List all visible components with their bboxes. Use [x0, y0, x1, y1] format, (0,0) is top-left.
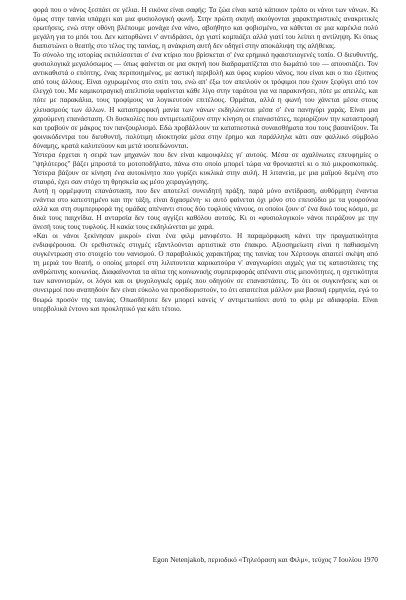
paragraph-revolt: Αυτή η ορμέμφυτη επανάσταση, που δεν αποτελεί συνειδητή πράξη, παρά μόνο αντίδραση, αυθόρμητη έναντια ενάντια στο κατεστημένο και την τάξη, είναι διχασμένη· κι αυτό φαίνεται όχι μόνο στο επεισόδιο με τα γουρούνια αλλά και στη συμπεριφορά της ομάδας απέναντι στους δύο τυφλούς νάνους, οι οποίοι ζουν σ' ένα δικό τους κόσμο, με δικά τους παιχνίδια. Η ανταρσία δεν τους αγγίζει καθόλου αυτούς. Κι οι «φυσιολογικοί» νάνοι πειράζουν με την άνεσή τους τους τυφλούς. Η κακία τους εκδηλώνεται με χαρά.	[33, 186, 378, 232]
paragraph-machines: Ύστερα έρχεται η σειρά των μηχανών που δεν είναι καμουφλέες γι' αυτούς. Μέσα σε αχαλίνωτες επευφημίες ο "ψηλότερος" βάζει μπροστά το μοτοποδήλατο, πάνω στο οποίο μπορεί τώρα να θρονιαστεί κι ο πιό μικροσκοπικός. Ύστερα βάζουν σε κίνηση ένα αυτοκίνητο που γυρίζει κυκλικά στην αυλή. Η λιτανεία, με μια μαϊμού δεμένη στο σταυρό, έχει σαν στόχο τη θρησκεία ως μέσο χειραγώγησης.	[33, 150, 378, 186]
article-body	[33, 6, 378, 314]
paragraph-continuation: φορά που ο νάνος ξεσπάει σε γέλια. Η εικόνα είναι σαφής: Τα ζώα είναι κατά κάποιον τρόπο οι νάνοι των νάνων. Κι όμως στην ταινία υπάρχει και μια φυσιολογική φωνή. Στην πρώτη σκηνή ακούγονται χαρακτηριστικές ανακριτικές ερωτήσεις, ενώ στην οθόνη βλέπουμε μονάχα ένα νάνο, αβοήθητο και φοβισμένο, να κάθεται σε μια καρέκλα πολύ μεγάλη για το μπόι του. Δεν κατορθώνει ν' αντιδράσει, όχι γιατί κομπιάζει αλλά γιατί του λείπει η αντίληψη. Κι όπως διαπιστώνει ο θεατής στο τέλος της ταινίας, η ανάκριση αυτή δεν οδηγεί στην αποκάλυψη της αλήθειας.	[33, 6, 378, 51]
paragraph-conclusion: «Και οι νάνοι ξεκίνησαν μικροί» είναι ένα φιλμ μανιφέστο. Η παραμόρφωση κάνει την πραγματικότητα ενδιαφέρουσα. Οι ερεθιστικές στιγμές εξαντλούνται αρτιστικά στο έπακρο. Αξιοσημείωτη είναι η παθιασμένη συγκέντρωση στο στοιχείο του νανισμού. Ο παραβολικός χαρακτήρας της ταινίας του Χέρτσογκ απαιτεί σκέψη από τη μεριά του θεατή, ο οποίος μπορεί στη λιλιπουτεια καρικατούρα ν' αναγνωρίσει αιχμές για τις καταστάσεις της ανθρώπινης κοινωνίας. Διαφαίνονται τα αίτια της κοινωνικής συμπεριφοράς απέναντι στις μειονότητες, η σχετικότητα των κανονισμών, οι λόγοι και οι ψυχολογικές ορμές που οδηγούν σε επαναστάσεις. Το ότι οι συγκινήσεις και οι συνειρμοί που αναπηδούν δεν είναι εύκολο να προσδιοριστούν, το ότι απαιτείται μάλλον μια βασική ερμηνεία, εγώ το θεωρώ προσόν της ταινίας. Οπωσδήποτε δεν μπορεί κανείς ν' αντιμετωπίσει αυτό το φιλμ με αδιαφορία. Είναι υπερβολικά έντονο και προκλητικό για κάτι τέτοιο.	[33, 232, 378, 313]
paragraph-setting: Το σύνολο της ιστορίας εκτυλίσσεται σ' ένα κτίριο που βρίσκεται σ' ένα ερημικό ηφαιστειογενές τοπίο. Ο διευθυντής, φυσιολογικά μεγαλόσωμος — όπως φαίνεται σε μια σκηνή που διαδραματίζεται στο δωμάτιό του — απουσιάζει. Τον αντικαθιστά ο επόπτης, ένας περιποιημένος, με αστική περιβολή και ύφος κυρίου νάνος, που είναι και ο πιο έξυπνος από τους άλλους. Είναι οχυρωμένος στο σπίτι του, ενώ απ' έξω τον απειλούν οι τρόφιμοι που έχουν ξεφύγει από τον έλεγχό του. Με καμικοτραγική απελπισία υφαίνεται κάθε λίγο στην ταράτσα για να παρακινήσει, πότε με απειλές, και πότε με παρακάλια, τους τροφίμους να λογικευτούν επιτέλους. Ορμάται, αλλά η φωνή του χάνεται μέσα στους χλευασμούς των άλλων. Η καταστροφική μανία των νάνων εκδηλώνεται μέσα σ' ένα πανηγύρι χαράς. Είναι μια χαρούμενη επανάσταση. Οι δυσκολίες που αντιμετωπίζουν στην κίνηση οι επαναστάτες, περιορίζουν την καταστροφή και τραβούν σε μάκρος τον πανζουρλισμό. Εδώ προβάλλουν τα καταπιεστικά συναισθήματα που τους βασανίζουν. Τα φοινικόδεντρα του διευθυντή, πολύτιμη ιδιοκτησία μέσα στην έρημο και παράλληλα κάτι σαν φαλλικό σύμβολο δύναμης, κρατά καλυτεύουν και μετά ισοπεδώνονται.	[33, 51, 378, 150]
article-attribution: Egon Netenjakob, περιοδικό «Τηλεόραση και Φιλμ», τεύχος 7 Ιουλίου 1970	[152, 555, 378, 564]
